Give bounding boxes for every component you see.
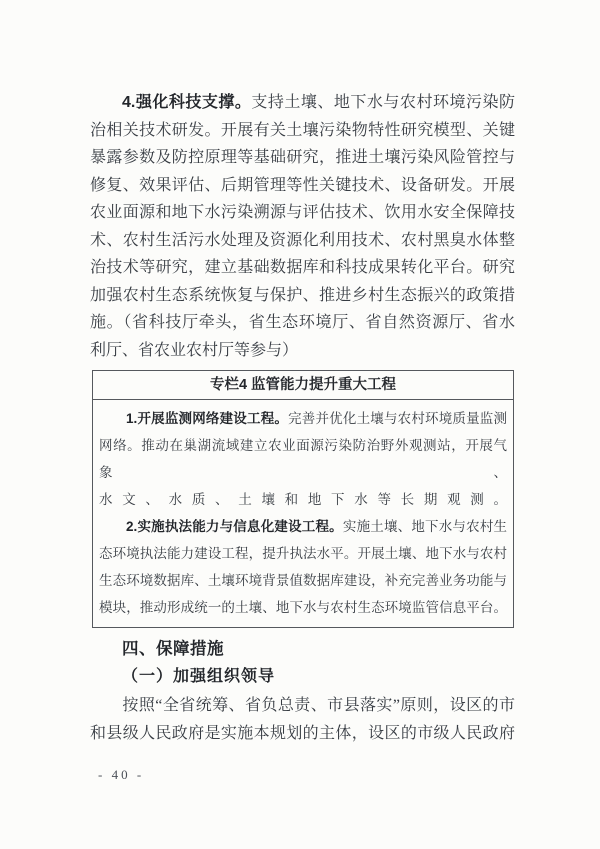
- box-line: 网络。推动在巢湖流域建立农业面源污染防治野外观测站，开展气象、: [99, 438, 507, 480]
- bold-lead-text: 1.开展监测网络建设工程。: [126, 411, 289, 426]
- special-column-box: [92, 370, 514, 628]
- paragraph-line: 加强农村生态系统恢复与保护、推进乡村生态振兴的政策措: [90, 286, 515, 304]
- paragraph-line: 治相关技术研发。开展有关土壤污染物特性研究模型、关键: [90, 121, 515, 139]
- paragraph-line: 农业面源和地下水污染溯源与评估技术、饮用水安全保障技: [90, 204, 515, 221]
- paragraph-line: 利厅、省农业农村厅等参与）: [90, 341, 299, 359]
- paragraph-science-support: [90, 0, 515, 364]
- paragraph-line: 施。（省科技厅牵头，省生态环境厅、省自然资源厅、省水: [90, 314, 515, 331]
- sub-section-heading: （一）加强组织领导: [122, 668, 276, 685]
- box-line: [99, 513, 507, 540]
- box-title: 专栏4 监管能力提升重大工程: [93, 371, 513, 400]
- box-line: 态环境执法能力建设工程，提升执法水平。开展土壤、地下水与农村: [99, 546, 507, 561]
- box-body: [93, 400, 513, 627]
- line-text: 实施土壤、地下水与农村生: [342, 519, 508, 534]
- paragraph-line: 暴露参数及防控原理等基础研究，推进土壤污染风险管控与: [90, 149, 515, 166]
- box-line: [99, 405, 507, 432]
- section-heading: 四、保障措施: [122, 640, 224, 658]
- bold-lead-text: 2.实施执法能力与信息化建设工程。: [126, 519, 343, 534]
- paragraph-line: [90, 89, 515, 117]
- paragraph-line: [90, 692, 515, 720]
- box-line: 模块，推动形成统一的土壤、地下水与农村生态环境监管信息平台。: [99, 600, 507, 615]
- paragraph-line: 修复、效果评估、后期管理等性关键技术、设备研发。开展: [90, 176, 515, 194]
- page-number: - 40 -: [98, 767, 145, 782]
- paragraph-line: 术、农村生活污水处理及资源化利用技术、农村黑臭水体整: [90, 231, 515, 249]
- line-text: 按照“全省统筹、省负总责、市县落实”原则，设区的市: [122, 697, 515, 714]
- bold-lead-text: 4.强化科技支撑。: [122, 94, 252, 111]
- line-text: 支持土壤、地下水与农村环境污染防: [251, 94, 515, 111]
- box-line: 水文、水质、土壤和地下水等长期观测。: [99, 492, 507, 507]
- paragraph-line: 和县级人民政府是实施本规划的主体，设区的市级人民政府: [90, 724, 515, 742]
- paragraph-line: 治技术等研究，建立基础数据库和科技成果转化平台。研究: [90, 259, 515, 276]
- box-line: 生态环境数据库、土壤环境背景值数据库建设，补充完善业务功能与: [99, 573, 507, 588]
- line-text: 完善并优化土壤与农村环境质量监测: [288, 411, 508, 426]
- paragraph-guarantee: [90, 692, 515, 747]
